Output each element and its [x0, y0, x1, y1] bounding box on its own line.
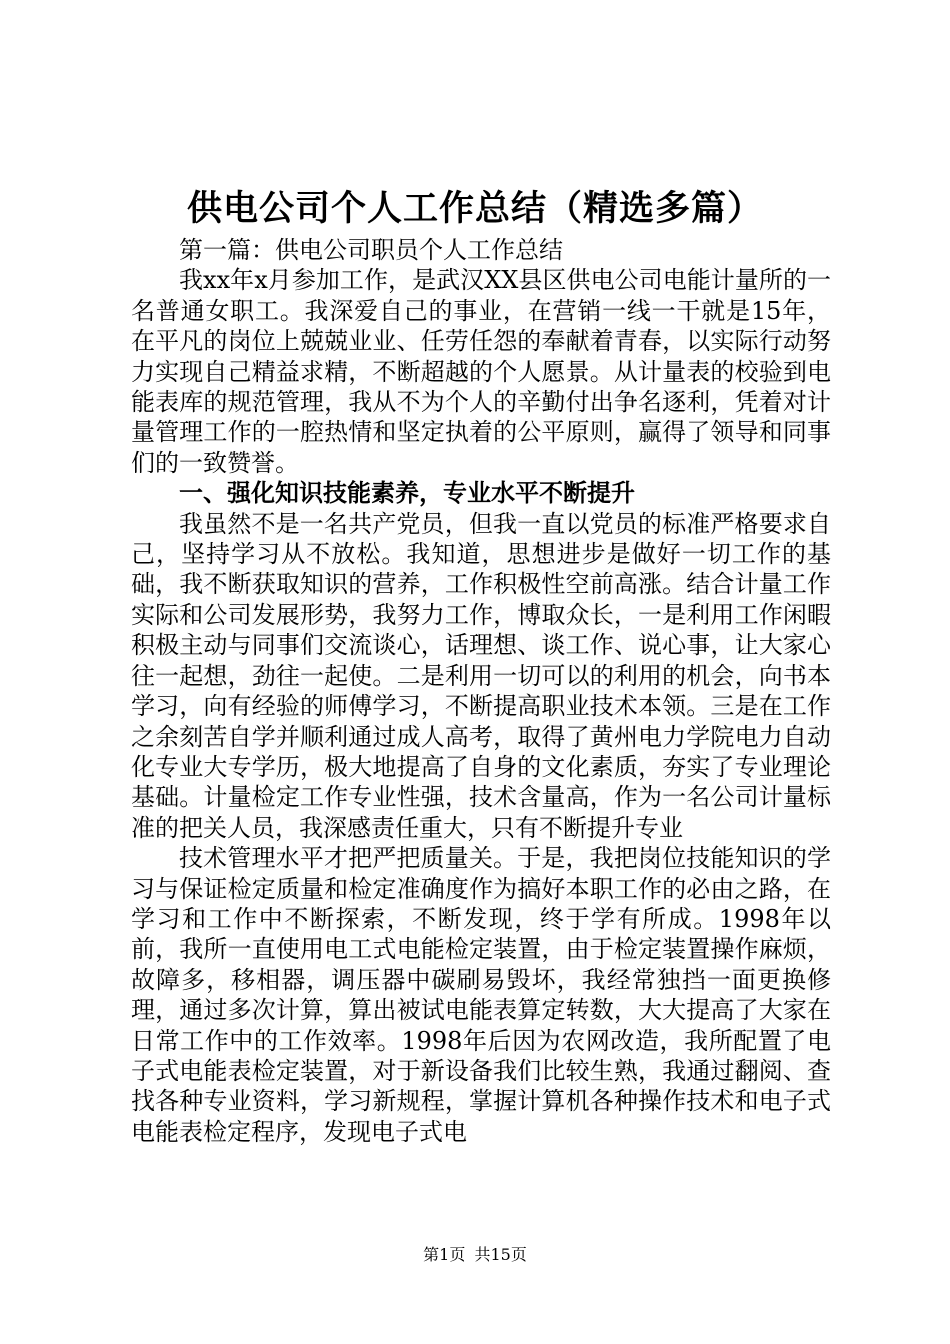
page-footer [0, 1245, 950, 1265]
page-number: 第1页 [423, 1245, 466, 1264]
paragraph-3: 技术管理水平才把严把质量关。于是，我把岗位技能知识的学习与保证检定质量和检定准确度作为搞好本职工作的必由之路，在学习和工作中不断探索，不断发现，终于学有所成。1998年以前，我所一直使用电工式电能检定装置，由于检定装置操作麻烦，故障多，移相器，调压器中碳刷易毁坏，我经常独挡一面更换修理，通过多次计算，算出被试电能表算定转数，大大提高了大家在日常工作中的工作效率。1998年后因为农网改造，我所配置了电子式电能表检定装置，对于新设备我们比较生熟，我通过翻阅、查找各种专业资料，学习新规程，掌握计算机各种操作技术和电子式电能表检定程序，发现电子式电 [131, 844, 831, 1146]
section-title: 第一篇：供电公司职员个人工作总结 [179, 236, 563, 264]
section-heading-1: 一、强化知识技能素养，专业水平不断提升 [179, 479, 635, 508]
paragraph-1: 我xx年x月参加工作，是武汉XX县区供电公司电能计量所的一名普通女职工。我深爱自己的事业，在营销一线一干就是15年，在平凡的岗位上兢兢业业、任劳任怨的奉献着青春，以实际行动努力实现自己精益求精，不断超越的个人愿景。从计量表的校验到电能表库的规范管理，我从不为个人的辛勤付出争名逐利，凭着对计量管理工作的一腔热情和坚定执着的公平原则，赢得了领导和同事们的一致赞誉。 [131, 266, 831, 477]
paragraph-2: 我虽然不是一名共产党员，但我一直以党员的标准严格要求自己，坚持学习从不放松。我知道，思想进步是做好一切工作的基础，我不断获取知识的营养，工作积极性空前高涨。结合计量工作实际和公司发展形势，我努力工作，博取众长，一是利用工作闲暇积极主动与同事们交流谈心，话理想、谈工作、说心事，让大家心往一起想，劲往一起使。二是利用一切可以的利用的机会，向书本学习，向有经验的师傅学习，不断提高职业技术本领。三是在工作之余刻苦自学并顺利通过成人高考，取得了黄州电力学院电力自动化专业大专学历，极大地提高了自身的文化素质，夯实了专业理论基础。计量检定工作专业性强，技术含量高，作为一名公司计量标准的把关人员，我深感责任重大，只有不断提升专业 [131, 509, 831, 842]
document-body [131, 235, 831, 1147]
page-total: 共15页 [474, 1245, 527, 1264]
document-title: 供电公司个人工作总结（精选多篇） [186, 189, 763, 229]
